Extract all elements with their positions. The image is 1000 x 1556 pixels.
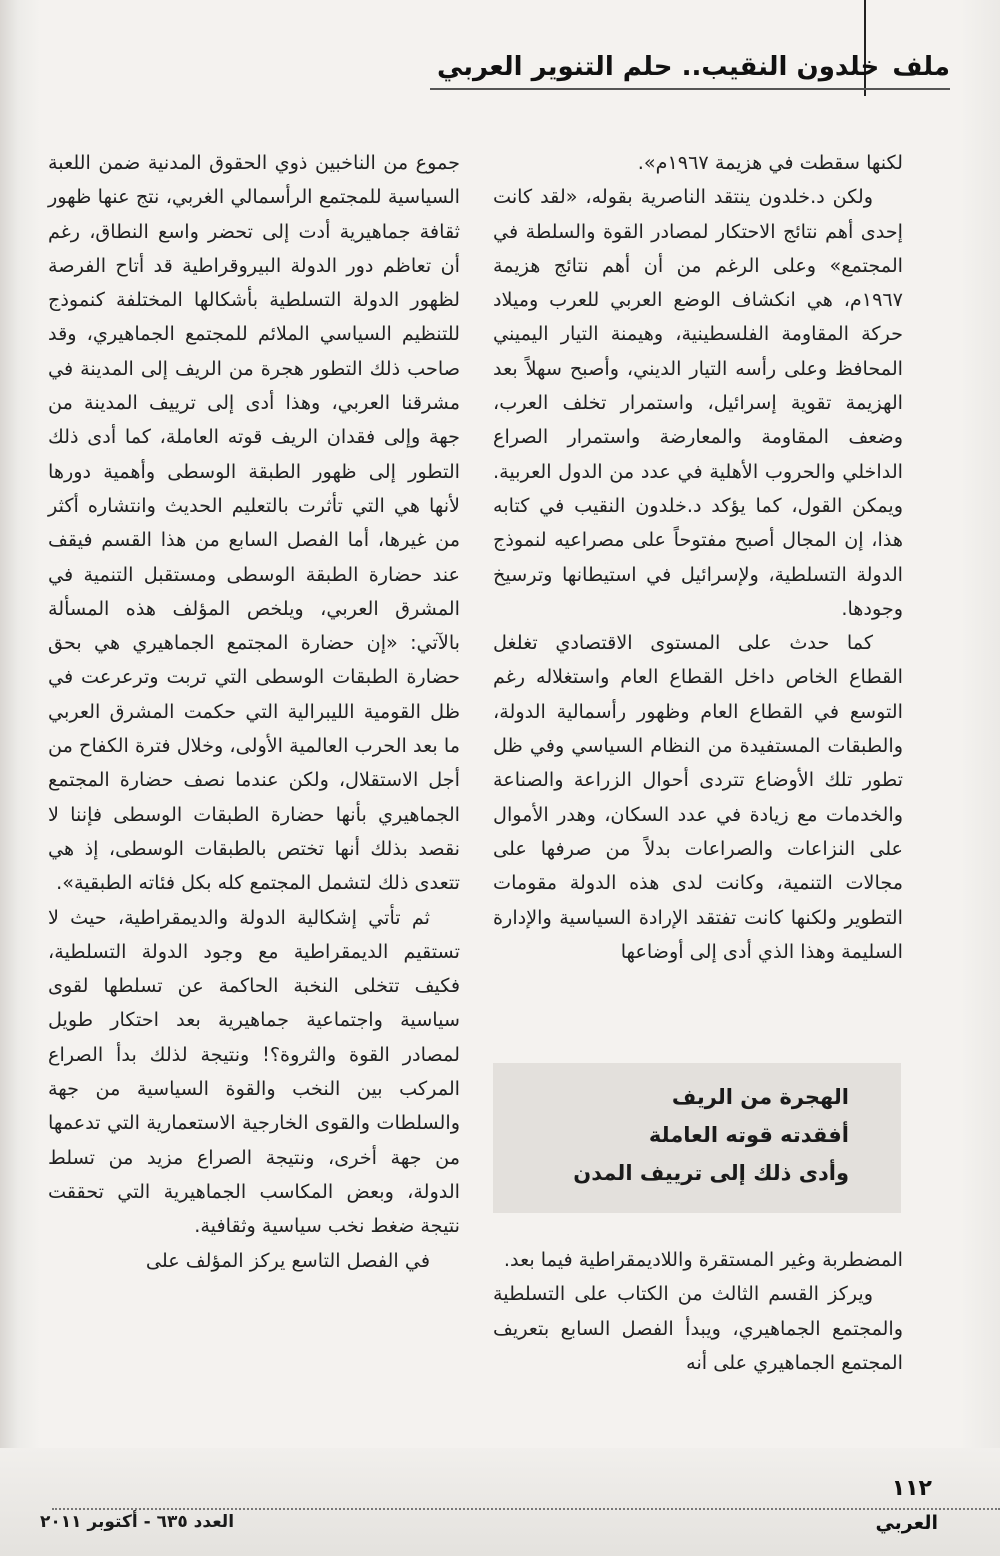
page-footer: [0, 1448, 1000, 1556]
section-label: ملف: [892, 52, 950, 82]
pull-quote-line: الهجرة من الريف: [671, 1085, 849, 1109]
title-text: خلدون النقيب.. حلم التنوير العربي: [436, 52, 880, 82]
article-title: [437, 52, 950, 82]
pull-quote-line: وأدى ذلك إلى ترييف المدن: [573, 1161, 849, 1185]
magazine-name: العربي: [875, 1512, 938, 1534]
paragraph: كما حدث على المستوى الاقتصادي تغلغل القطاع الخاص داخل القطاع العام واستغلاله رغم التوسع في القطاع العام وظهور رأسمالية الدولة، والطبقات المستفيدة من النظام السياسي وفي ظل تطور تلك الأوضاع تتردى أحوال الزراعة والصناعة والخدمات مع زيادة في عدد السكان، وهدر الأموال على النزاعات والصراعات بدلاً من صرفها على مجالات التنمية، وكانت لدى هذه الدولة مقومات التطوير ولكنها كانت تفتقد الإرادة السياسية والإدارة السليمة وهذا الذي أدى إلى أوضاعها: [493, 631, 903, 963]
page-header: [0, 0, 1000, 100]
pull-quote: [493, 1063, 901, 1213]
paragraph: في الفصل التاسع يركز المؤلف على: [145, 1248, 430, 1272]
paragraph: ثم تأتي إشكالية الدولة والديمقراطية، حيث لا تستقيم الديمقراطية مع وجود الدولة التسلطية، فكيف تتخلى النخبة الحاكمة عن تسلطها لقوى سياسية واجتماعية جماهيرية بعد احتكار طويل لمصادر القوة والثروة؟! ونتيجة لذلك بدأ الصراع المركب بين النخب والقوة السياسية من جهة والسلطات والقوى الخارجية الاستعمارية التي تدعمها من جهة أخرى، ونتيجة الصراع مزيد من تسلط الدولة، وبعض المكاسب الجماهيرية التي تحققت نتيجة ضغط نخب سياسية وثقافية.: [48, 905, 460, 1238]
paragraph: لكنها سقطت في هزيمة ١٩٦٧م».: [637, 151, 903, 174]
pull-quote-line: أفقدته قوته العاملة: [648, 1123, 849, 1147]
right-column-continued: [493, 1243, 903, 1380]
paragraph: ويركز القسم الثالث من الكتاب على التسلطية والمجتمع الجماهيري، ويبدأ الفصل السابع بتعريف المجتمع الجماهيري على أنه: [493, 1282, 903, 1374]
page-number: ١١٢: [891, 1476, 932, 1501]
header-rule: [430, 88, 950, 90]
paragraph: المضطربة وغير المستقرة واللاديمقراطية فيما بعد.: [503, 1248, 903, 1271]
paragraph: ولكن د.خلدون ينتقد الناصرية بقوله، «لقد كانت إحدى أهم نتائج الاحتكار لمصادر القوة والسلطة في المجتمع» وعلى الرغم من أن أهم نتائج هزيمة ١٩٦٧م، هي انكشاف الوضع العربي للعرب وميلاد حركة المقاومة الفلسطينية، وهيمنة التيار اليميني المحافظ وعلى رأسه التيار الديني، وأصبح سهلاً بعد الهزيمة تقوية إسرائيل، واستمرار تخلف العرب، وضعف المقاومة والمعارضة واستمرار الصراع الداخلي والحروب الأهلية في عدد من الدول العربية. ويمكن القول، كما يؤكد د.خلدون النقيب في كتابه هذا، إن المجال أصبح مفتوحاً على مصراعيه لنموذج الدولة التسلطية، ولإسرائيل في استيطانها وترسيخ وجودها.: [493, 185, 903, 620]
right-column: [493, 146, 903, 969]
footer-dotted-rule: [52, 1508, 1000, 1510]
paragraph: جموع من الناخبين ذوي الحقوق المدنية ضمن اللعبة السياسية للمجتمع الرأسمالي الغربي، نتج عنها ظهور ثقافة جماهيرية أدت إلى تحضر واسع النطاق، رغم أن تعاظم دور الدولة البيروقراطية قد أتاح الفرصة لظهور الدولة التسلطية بأشكالها المختلفة كنموذج للتنظيم السياسي الملائم للمجتمع الجماهيري، وقد صاحب ذلك التطور هجرة من الريف إلى المدينة في مشرقنا العربي، وهذا أدى إلى ترييف المدينة من جهة وإلى فقدان الريف قوته العاملة، كما أدى ذلك التطور إلى ظهور الطبقة الوسطى وأهمية دورها لأنها هي التي تأثرت بالتعليم الحديث وانتشاره أكثر من غيرها، أما الفصل السابع من هذا القسم فيقف عند حضارة الطبقة الوسطى ومستقبل التنمية في المشرق العربي، ويلخص المؤلف هذه المسألة بالآتي: «إن حضارة المجتمع الجماهيري هي بحق حضارة الطبقات الوسطى التي تربت وترعرعت في ظل القومية الليبرالية التي حكمت المشرق العربي ما بعد الحرب العالمية الأولى، وخلال فترة الكفاح من أجل الاستقلال، ولكن عندما نصف حضارة المجتمع الجماهيري بأنها حضارة الطبقات الوسطى فإننا لا نقصد بذلك أنها تختص بالطبقات الوسطى، إذ هي تتعدى ذلك لتشمل المجتمع كله بكل فئاته الطبقية».: [48, 151, 460, 895]
left-column: [48, 146, 460, 1278]
issue-info: العدد ٦٣٥ - أكتوبر ٢٠١١: [40, 1512, 235, 1532]
